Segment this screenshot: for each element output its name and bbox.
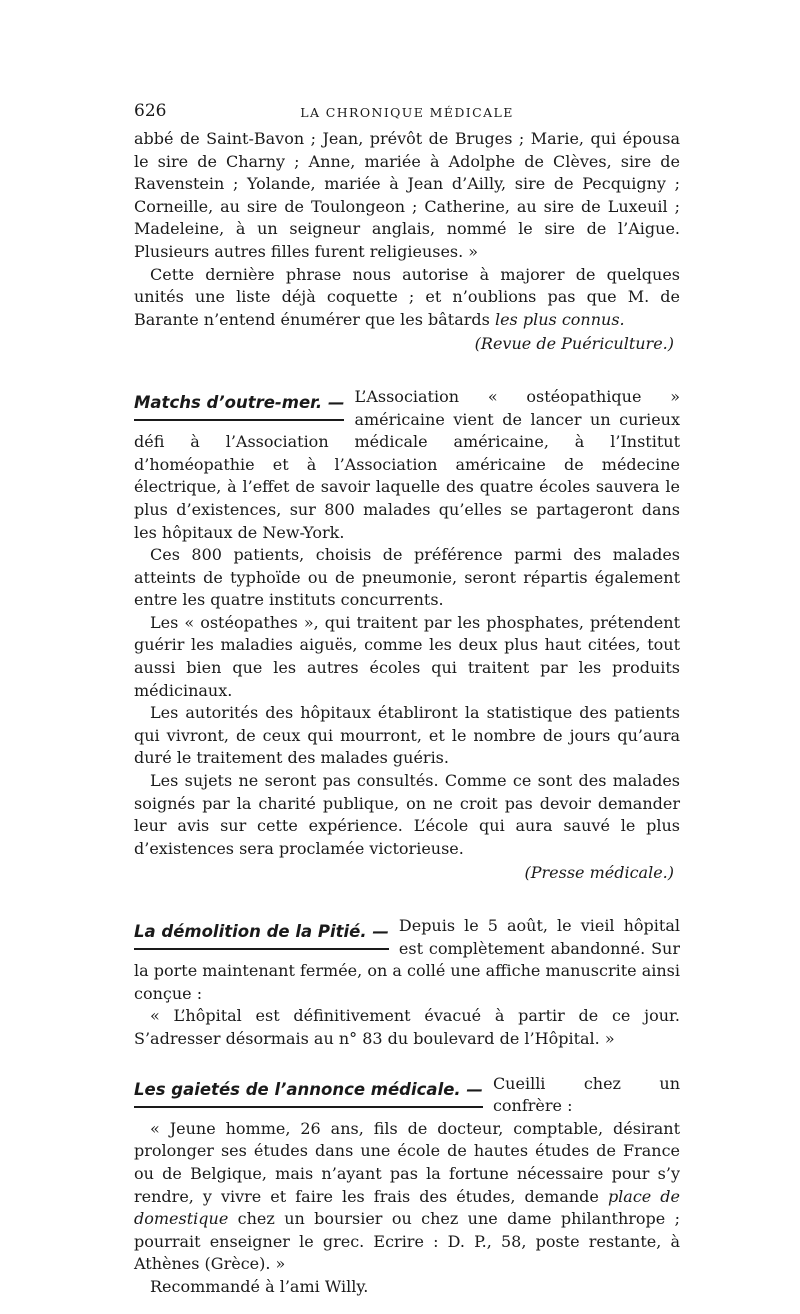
section-annonce-head: [134, 1073, 680, 1118]
section-pitie-title: La démolition de la Pitié. —: [134, 921, 389, 950]
intro-section: [134, 128, 680, 356]
section-annonce-paragraph-2: [134, 1118, 680, 1276]
section-annonce-lead: Cueilli chez un confrère :: [492, 1073, 680, 1116]
section-annonce-paragraph-2-italic: place de domestique: [134, 1186, 681, 1229]
section-matchs-paragraph-2: Ces 800 patients, choisis de préférence parmi des malades atteints de typhoïde ou de pneumonie, seront répartis également entre les quatre instituts concurrents.: [134, 545, 680, 610]
section-annonce-paragraph-3: Recommandé à l’ami Willy.: [150, 1276, 369, 1296]
section-pitie-paragraph-2: « L’hôpital est définitivement évacué à partir de ce jour. S’adresser désormais au n° 83 du boulevard de l’Hôpital. »: [134, 1006, 680, 1048]
section-matchs-source: (Presse médicale.): [524, 863, 674, 883]
section-pitie: [134, 915, 680, 1051]
document-page: [134, 100, 680, 1299]
section-pitie-lead: Depuis le 5 août, le vieil hôpital est complètement abandonné. Sur la porte maintenant fermée, on a collé une affiche manuscrite ainsi conçue :: [134, 916, 680, 1003]
section-pitie-head: [134, 915, 680, 1005]
section-matchs: [134, 386, 680, 885]
intro-source: (Revue de Puériculture.): [474, 334, 674, 354]
section-annonce: [134, 1073, 680, 1299]
section-matchs-title: Matchs d’outre-mer. —: [134, 392, 344, 421]
section-matchs-paragraph-3: Les « ostéopathes », qui traitent par les phosphates, prétendent guérir les maladies aiguës, comme les deux plus haut citées, tout aussi bien que les autres écoles qui traitent par les produits médicinaux.: [134, 612, 680, 700]
intro-paragraph-2: [134, 264, 680, 332]
journal-title: LA CHRONIQUE MÉDICALE: [300, 105, 514, 120]
section-matchs-paragraph-4: Les autorités des hôpitaux établiront la statistique des patients qui vivront, de ceux qui mourront, et le nombre de jours qu’aura duré le traitement des malades guéris.: [134, 703, 680, 768]
running-header: [134, 100, 680, 126]
section-annonce-paragraph-2-end: chez un boursier ou chez une dame philanthrope ; pourrait enseigner le grec. Ecrire : D. P., 58, poste restante, à Athènes (Grèce). »: [134, 1209, 680, 1274]
page-number: 626: [134, 101, 167, 121]
intro-paragraph-2-italic: les plus connus.: [494, 309, 625, 329]
section-annonce-title: Les gaietés de l’annonce médicale. —: [134, 1079, 483, 1108]
section-matchs-lead: L’Association « ostéopathique » américaine vient de lancer un curieux défi à l’Association médicale américaine, à l’Institut d’homéopathie et à l’Association américaine de médecine électrique, à l’effet de savoir laquelle des quatre écoles sauvera le plus d’existences, sur 800 malades qu’elles se partageront dans les hôpitaux de New-York.: [134, 386, 680, 542]
intro-paragraph-2-text: Cette dernière phrase nous autorise à majorer de quelques unités une liste déjà coquette ; et n’oublions pas que M. de Barante n’entend énumérer que les bâtards: [134, 264, 680, 329]
intro-paragraph: abbé de Saint-Bavon ; Jean, prévôt de Bruges ; Marie, qui épousa le sire de Charny ; Anne, mariée à Adolphe de Clèves, sire de Ravenstein ; Yolande, mariée à Jean d’Ailly, sire de Pecquigny ; Corneille, au sire de Toulongeon ; Catherine, au sire de Luxeuil ; Madeleine, à un seigneur anglais, nommé le sire de l’Aigue. Plusieurs autres filles furent religieuses. »: [134, 129, 680, 261]
section-matchs-head: [134, 386, 680, 544]
section-matchs-paragraph-5: Les sujets ne seront pas consultés. Comme ce sont des malades soignés par la charité publique, on ne croit pas devoir demander leur avis sur cette expérience. L’école qui aura sauvé le plus d’existences sera proclamée victorieuse.: [134, 771, 680, 858]
section-annonce-paragraph-2-text: « Jeune homme, 26 ans, fils de docteur, comptable, désirant prolonger ses études dans une école de hautes études de France ou de Belgique, mais n’ayant pas la fortune nécessaire pour s’y rendre, y vivre et faire les frais des études, demande: [134, 1118, 680, 1206]
